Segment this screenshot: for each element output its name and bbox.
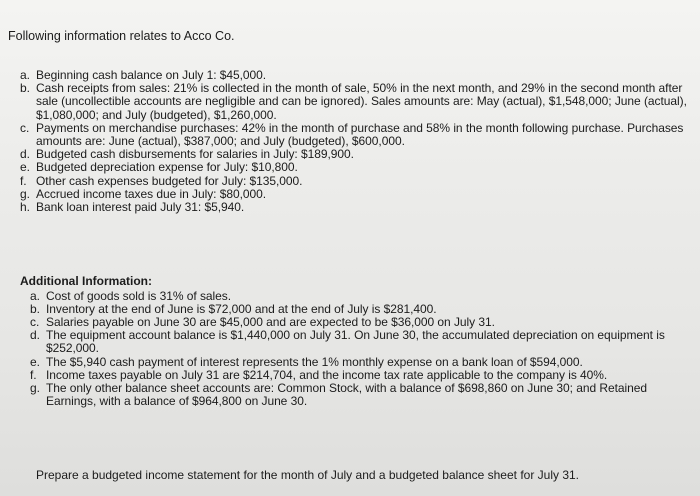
item-text: Inventory at the end of June is $72,000 and at the end of July is $281,400. <box>46 301 437 316</box>
list-item <box>20 122 690 148</box>
item-letter: b. <box>30 301 40 316</box>
list-item <box>20 201 690 214</box>
item-letter: f. <box>20 173 27 188</box>
item-text: Income taxes payable on July 31 are $214,704, and the income tax rate applicable to the company is 40%. <box>46 367 608 382</box>
item-text: Beginning cash balance on July 1: $45,000. <box>36 68 267 82</box>
item-letter: g. <box>30 380 40 395</box>
list-item <box>20 82 690 122</box>
item-letter: b. <box>20 81 30 96</box>
item-letter: d. <box>20 147 30 162</box>
item-text: Budgeted cash disbursements for salaries in July: $189,900. <box>36 147 354 162</box>
item-letter: a. <box>30 288 40 303</box>
item-text: The only other balance sheet accounts are: Common Stock, with a balance of $698,860 on June 30; and Retained Earnings, with a balance of $964,800 on June 30. <box>46 380 647 409</box>
item-letter: g. <box>20 186 30 201</box>
info-list <box>20 69 690 214</box>
item-text: Cash receipts from sales: 21% is collected in the month of sale, 50% in the next month, and 29% in the second month after sale (uncollectible accounts are negligible and can be ignored). Sales amounts are: May (actual), $1,548,000; June (actual), $1,080,000; and July (budgeted), $1,260,000. <box>36 81 687 122</box>
additional-info <box>20 275 690 408</box>
item-text: Payments on merchandise purchases: 42% in the month of purchase and 58% in the month following purchase. Purchases amounts are: June (actual), $387,000; and July (budgeted), $600,000. <box>36 120 684 149</box>
additional-heading: Additional Information: <box>20 274 152 288</box>
item-letter: c. <box>30 314 40 329</box>
item-text: The equipment account balance is $1,440,000 on July 31. On June 30, the accumulated depreciation on equipment is $252,000. <box>46 328 665 356</box>
item-letter: h. <box>20 200 30 215</box>
item-letter: d. <box>30 328 40 343</box>
item-text: Cost of goods sold is 31% of sales. <box>46 288 232 303</box>
item-text: Other cash expenses budgeted for July: $135,000. <box>36 173 303 188</box>
task-prompt: Prepare a budgeted income statement for the month of July and a budgeted balance sheet for July 31. <box>36 468 580 482</box>
item-letter: c. <box>20 120 30 135</box>
item-text: Bank loan interest paid July 31: $5,940. <box>36 200 245 215</box>
additional-list <box>20 290 690 409</box>
item-text: Accrued income taxes due in July: $80,000. <box>36 186 267 201</box>
item-text: Budgeted depreciation expense for July: $10,800. <box>36 160 298 175</box>
item-text: The $5,940 cash payment of interest represents the 1% monthly expense on a bank loan of $594,000. <box>46 354 583 369</box>
item-letter: e. <box>30 354 40 369</box>
item-letter: e. <box>20 160 30 175</box>
item-text: Salaries payable on June 30 are $45,000 and are expected to be $36,000 on July 31. <box>46 314 495 329</box>
list-item <box>30 382 690 408</box>
document-title: Following information relates to Acco Co. <box>8 29 235 43</box>
item-letter: f. <box>30 367 37 382</box>
item-letter: a. <box>20 68 30 82</box>
list-item <box>30 329 690 355</box>
